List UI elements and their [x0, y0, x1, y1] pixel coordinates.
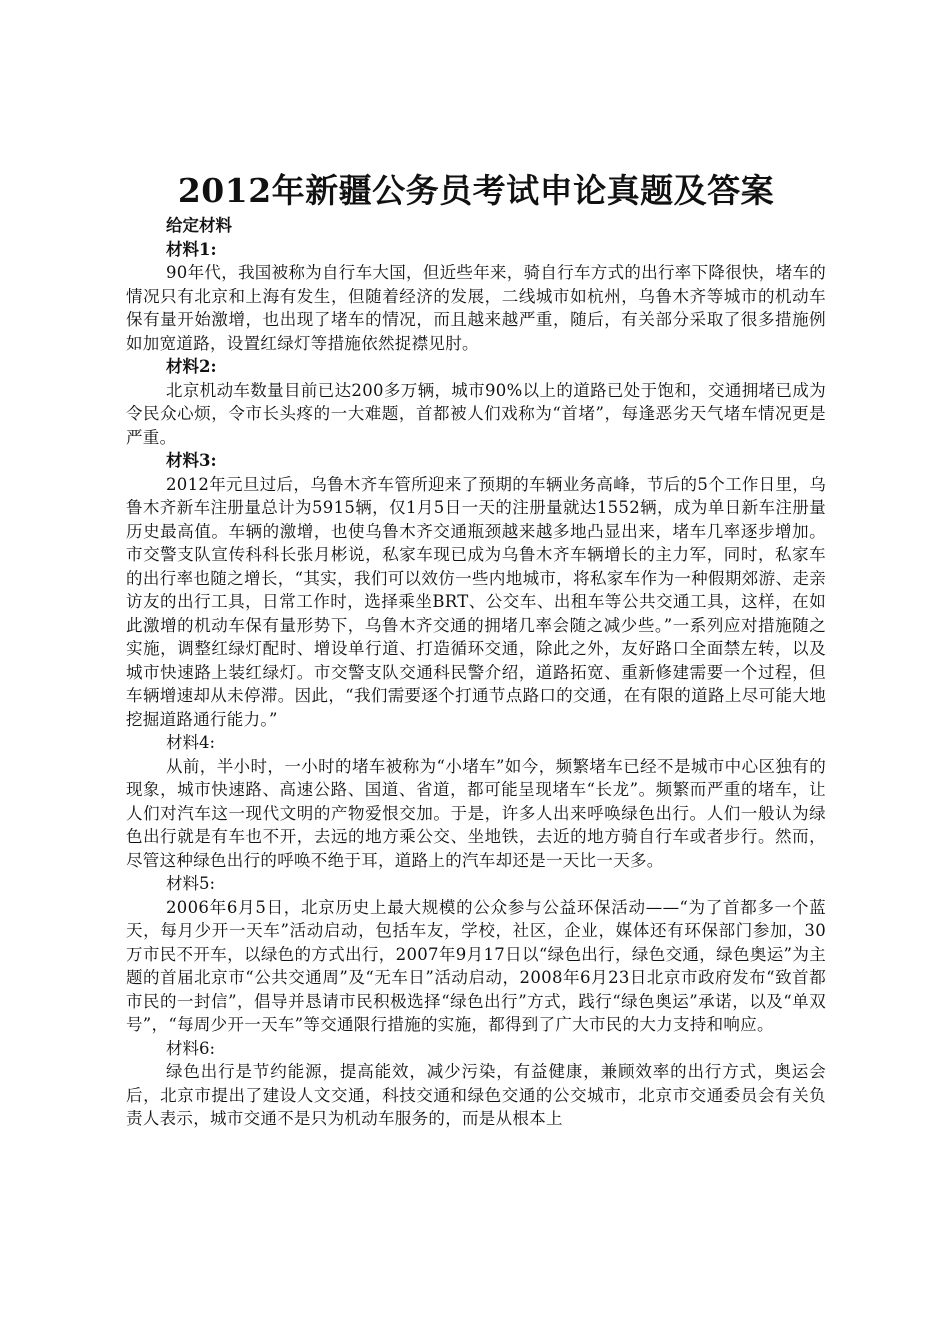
material-2-label: 材料2:: [166, 357, 217, 376]
material-4-text: 从前，半小时，一小时的堵车被称为“小堵车”如今，频繁堵车已经不是城市中心区独有的现象，城市快速路、高速公路、国道、省道，都可能呈现堵车“长龙”。频繁而严重的堵车，让人们对汽车这一现代文明的产物爱恨交加。于是，许多人出来呼唤绿色出行。人们一般认为绿色出行就是有车也不开，去远的地方乘公交、坐地铁，去近的地方骑自行车或者步行。然而，尽管这种绿色出行的呼唤不绝于耳，道路上的汽车却还是一天比一天多。: [126, 756, 826, 870]
material-2-text: 北京机动车数量目前已达200多万辆，城市90%以上的道路已处于饱和，交通拥堵已成为令民众心烦，令市长头疼的一大难题，首都被人们戏称为“首堵”，每逢恶劣天气堵车情况更是严重。: [126, 380, 826, 447]
material-5-text: 2006年6月5日，北京历史上最大规模的公众参与公益环保活动——“为了首都多一个蓝天，每月少开一天车”活动启动，包括车友，学校，社区，企业，媒体还有环保部门参加，30万市民不开车，以绿色的方式出行，2007年9月17日以“绿色出行，绿色交通，绿色奥运”为主题的首届北京市“公共交通周”及“无车日”活动启动，2008年6月23日北京市政府发布“致首都市民的一封信”，倡导并恳请市民积极选择“绿色出行”方式，践行“绿色奥运”承诺，以及“单双号”，“每周少开一天车”等交通限行措施的实施，都得到了广大市民的大力支持和响应。: [126, 897, 826, 1034]
material-3-label: 材料3:: [166, 451, 217, 470]
material-5-label: 材料5:: [166, 874, 216, 893]
material-1-label: 材料1:: [166, 239, 217, 259]
document-title: 2012年新疆公务员考试申论真题及答案: [177, 171, 775, 210]
material-4-label: 材料4:: [166, 733, 216, 752]
material-6-text: 绿色出行是节约能源，提高能效，减少污染，有益健康，兼顾效率的出行方式，奥运会后，北京市提出了建设人文交通，科技交通和绿色交通的公交城市，北京市交通委员会有关负责人表示，城市交通不是只为机动车服务的，而是从根本上: [126, 1062, 826, 1128]
section-heading: 给定材料: [166, 216, 232, 235]
document-page: [126, 168, 826, 1131]
material-3-text: 2012年元旦过后，乌鲁木齐车管所迎来了预期的车辆业务高峰，节后的5个工作日里，乌鲁木齐新车注册量总计为5915辆，仅1月5日一天的注册量就达1552辆，成为单日新车注册量历史最高值。车辆的激增，也使乌鲁木齐交通瓶颈越来越多地凸显出来，堵车几率逐步增加。市交警支队宣传科科长张月彬说，私家车现已成为乌鲁木齐车辆增长的主力军，同时，私家车的出行率也随之增长，“其实，我们可以效仿一些内地城市，将私家车作为一种假期郊游、走亲访友的出行工具，日常工作时，选择乘坐BRT、公交车、出租车等公共交通工具，这样，在如此激增的机动车保有量形势下，乌鲁木齐交通的拥堵几率会随之减少些。”一系列应对措施随之实施，调整红绿灯配时、增设单行道、打造循环交通，除此之外，友好路口全面禁左转，以及城市快速路上装红绿灯。市交警支队交通科民警介绍，道路拓宽、重新修建需要一个过程，但车辆增速却从未停滞。因此，“我们需要逐个打通节点路口的交通，在有限的道路上尽可能大地挖掘道路通行能力。”: [126, 474, 826, 729]
material-1-text: 90年代，我国被称为自行车大国，但近些年来，骑自行车方式的出行率下降很快，堵车的情况只有北京和上海有发生，但随着经济的发展，二线城市如杭州，乌鲁木齐等城市的机动车保有量开始激增，也出现了堵车的情况，而且越来越严重，随后，有关部分采取了很多措施例如加宽道路，设置红绿灯等措施依然捉襟见肘。: [126, 263, 826, 353]
material-6-label: 材料6:: [166, 1038, 216, 1058]
